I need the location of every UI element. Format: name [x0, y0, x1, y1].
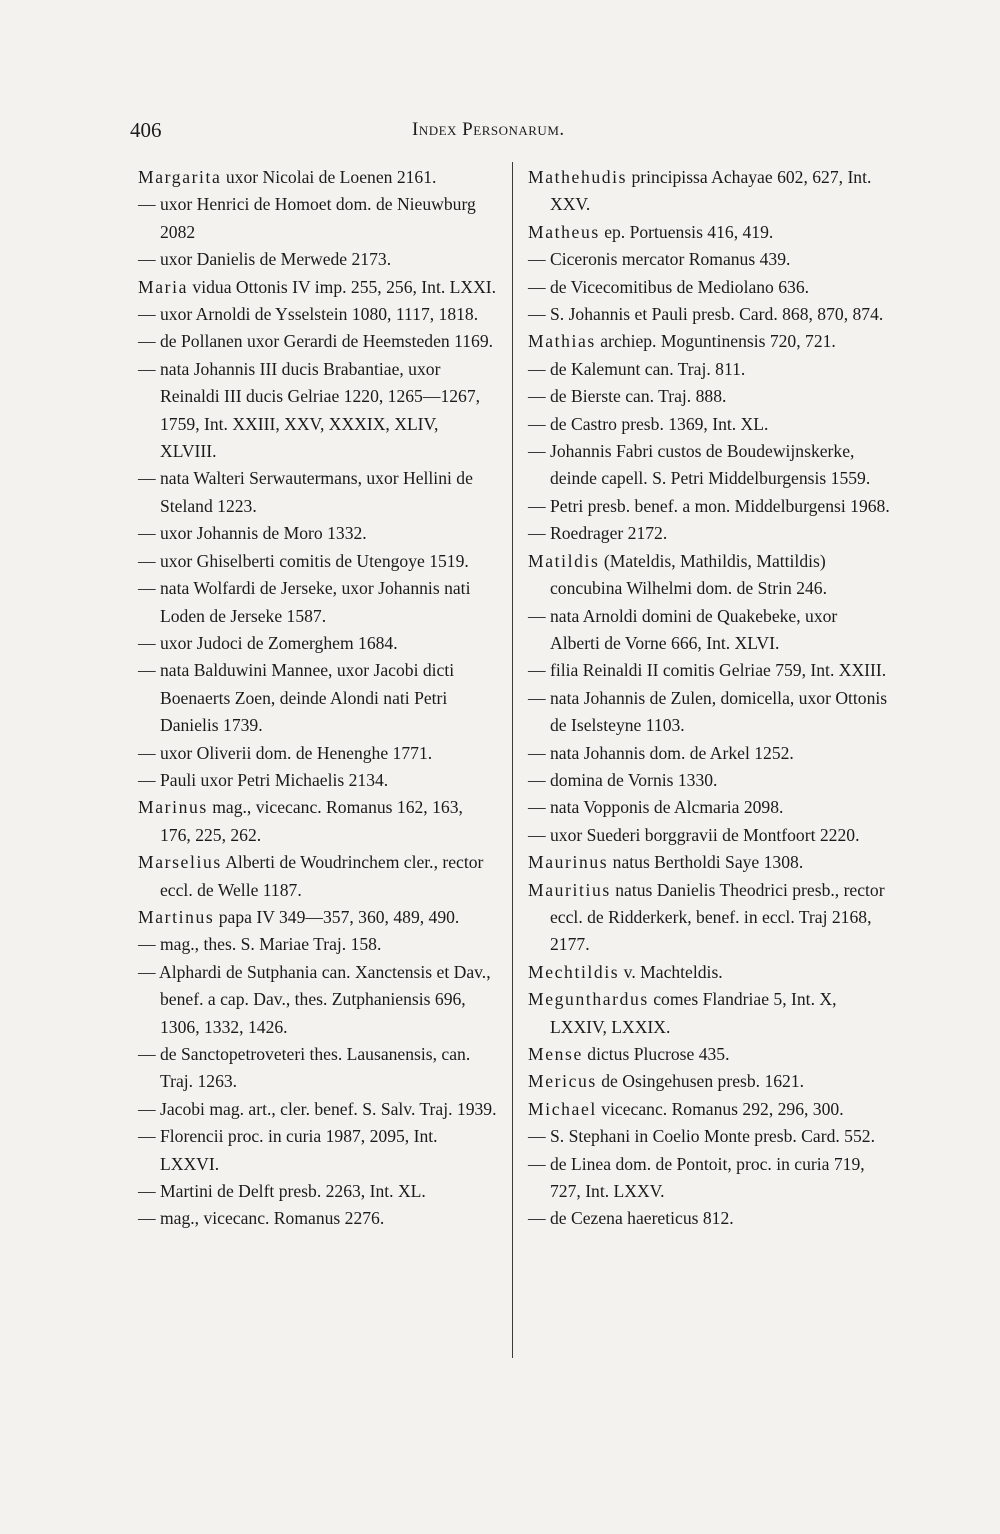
left-column — [138, 164, 498, 1233]
entry-text: — nata Balduwini Mannee, uxor Jacobi dicti Boenaerts Zoen, deinde Alondi nati Petri Danielis 1739. — [138, 660, 455, 736]
entry-text: — Florencii proc. in curia 1987, 2095, Int. LXXVI. — [138, 1126, 438, 1174]
entry-text: — mag., vicecanc. Romanus 2276. — [138, 1208, 385, 1229]
entry-text: — de Cezena haereticus 812. — [528, 1208, 734, 1229]
index-entry — [138, 959, 498, 1041]
entry-text: ep. Portuensis 416, 419. — [599, 221, 774, 242]
entry-text: — Johannis Fabri custos de Boudewijnskerke, deinde capell. S. Petri Middelburgensis 1559. — [528, 441, 871, 489]
index-entry — [138, 1041, 498, 1096]
entry-text: — uxor Johannis de Moro 1332. — [138, 523, 367, 544]
index-entry — [528, 986, 890, 1041]
index-entry — [528, 877, 890, 959]
entry-text: vicecanc. Romanus 292, 296, 300. — [596, 1098, 844, 1119]
index-entry — [138, 931, 498, 958]
entry-text: — uxor Oliverii dom. de Henenghe 1771. — [138, 742, 433, 763]
entry-text: — uxor Ghiselberti comitis de Utengoye 1519. — [138, 550, 469, 571]
index-entry — [138, 740, 498, 767]
entry-text: — uxor Henrici de Homoet dom. de Nieuwburg 2082 — [138, 194, 476, 242]
index-entry — [138, 849, 498, 904]
index-entry — [528, 657, 890, 684]
entry-text: — uxor Arnoldi de Ysselstein 1080, 1117, 1818. — [138, 304, 479, 325]
index-entry — [138, 1123, 498, 1178]
index-entry — [528, 520, 890, 547]
index-entry — [138, 767, 498, 794]
entry-text: — de Sanctopetroveteri thes. Lausanensis, can. Traj. 1263. — [138, 1044, 471, 1092]
entry-text: de Osingehusen presb. 1621. — [596, 1071, 805, 1092]
entry-text: mag., vicecanc. Romanus 162, 163, 176, 225, 262. — [160, 797, 463, 845]
entry-text: — de Pollanen uxor Gerardi de Heemsteden 1169. — [138, 331, 494, 352]
index-entry — [528, 1123, 890, 1150]
entry-text: — nata Walteri Serwautermans, uxor Hellini de Steland 1223. — [138, 468, 473, 516]
entry-text: (Mateldis, Mathildis, Mattildis) concubina Wilhelmi dom. de Strin 246. — [550, 550, 828, 599]
index-entry — [138, 301, 498, 328]
entry-text: — nata Arnoldi domini de Quakebeke, uxor Alberti de Vorne 666, Int. XLVI. — [528, 605, 838, 653]
entry-text: — de Castro presb. 1369, Int. XL. — [528, 413, 769, 434]
index-entry — [138, 1096, 498, 1123]
entry-headword: Maria — [138, 276, 189, 297]
index-entry — [138, 630, 498, 657]
entry-headword: Mauritius — [528, 879, 611, 900]
entry-text: uxor Nicolai de Loenen 2161. — [221, 167, 437, 187]
index-entry — [138, 520, 498, 547]
entry-text: — nata Johannis dom. de Arkel 1252. — [528, 742, 794, 763]
index-entry — [528, 164, 890, 219]
index-entry — [528, 849, 890, 876]
index-entry — [138, 191, 498, 246]
index-entry — [138, 904, 498, 931]
index-entry — [138, 794, 498, 849]
entry-text: — de Kalemunt can. Traj. 811. — [528, 358, 746, 379]
entry-text: — uxor Danielis de Merwede 2173. — [138, 249, 392, 270]
entry-text: — S. Johannis et Pauli presb. Card. 868, 870, 874. — [528, 304, 884, 325]
entry-text: comes Flandriae 5, Int. X, LXXIV, LXXIX. — [550, 989, 837, 1037]
index-entry — [138, 1205, 498, 1232]
index-entry — [138, 548, 498, 575]
entry-text: — Petri presb. benef. a mon. Middelburgensi 1968. — [528, 495, 890, 516]
index-entry — [138, 274, 498, 301]
index-entry — [138, 465, 498, 520]
index-entry — [528, 246, 890, 273]
index-entry — [528, 356, 890, 383]
index-entry — [528, 301, 890, 328]
entry-text: principissa Achayae 602, 627, Int. XXV. — [550, 167, 872, 215]
entry-headword: Mathias — [528, 331, 596, 352]
entry-text: — uxor Suederi borggravii de Montfoort 2220. — [528, 824, 860, 845]
entry-headword: Marselius — [138, 852, 222, 873]
entry-text: — nata Vopponis de Alcmaria 2098. — [528, 797, 784, 818]
index-entry — [528, 767, 890, 794]
entry-headword: Marinus — [138, 797, 208, 818]
entry-headword: Mathehudis — [528, 167, 628, 187]
entry-text: Alberti de Woudrinchem cler., rector eccl. de Welle 1187. — [160, 852, 484, 900]
index-entry — [528, 794, 890, 821]
entry-headword: Matildis — [528, 550, 600, 571]
index-entry — [528, 274, 890, 301]
entry-text: — Pauli uxor Petri Michaelis 2134. — [138, 769, 389, 790]
entry-text: natus Bertholdi Saye 1308. — [608, 852, 804, 873]
column-divider — [512, 162, 513, 1358]
index-entry — [138, 356, 498, 466]
entry-text: — mag., thes. S. Mariae Traj. 158. — [138, 934, 382, 955]
entry-headword: Margarita — [138, 167, 222, 187]
entry-headword: Matheus — [528, 221, 600, 242]
entry-text: — Ciceronis mercator Romanus 439. — [528, 249, 791, 270]
index-entry — [528, 411, 890, 438]
index-entry — [528, 493, 890, 520]
index-entry — [528, 328, 890, 355]
index-entry — [528, 685, 890, 740]
index-entry — [138, 575, 498, 630]
index-entry — [528, 822, 890, 849]
index-entry — [138, 1178, 498, 1205]
entry-headword: Mechtildis — [528, 961, 620, 982]
entry-text: — de Vicecomitibus de Mediolano 636. — [528, 276, 810, 297]
entry-text: — nata Johannis III ducis Brabantiae, uxor Reinaldi III ducis Gelriae 1220, 1265—1267, 1759, Int. XXIII, XXV, XXXIX, XLIV, XLVIII. — [138, 358, 481, 462]
right-column — [528, 164, 890, 1233]
index-entry — [528, 603, 890, 658]
index-entry — [528, 438, 890, 493]
entry-headword: Michael — [528, 1098, 597, 1119]
entry-headword: Martinus — [138, 906, 215, 927]
entry-text: natus Danielis Theodrici presb., rector eccl. de Ridderkerk, benef. in eccl. Traj 2168, 2177. — [550, 879, 885, 955]
entry-text: — nata Wolfardi de Jerseke, uxor Johannis nati Loden de Jerseke 1587. — [138, 578, 471, 626]
entry-text: archiep. Moguntinensis 720, 721. — [595, 331, 836, 352]
entry-headword: Maurinus — [528, 852, 609, 873]
entry-text: dictus Plucrose 435. — [582, 1044, 730, 1064]
entry-text: vidua Ottonis IV imp. 255, 256, Int. LXXI. — [188, 276, 497, 297]
entry-text: papa IV 349—357, 360, 489, 490. — [214, 906, 460, 927]
index-entry — [528, 1151, 890, 1206]
index-entry — [528, 1068, 890, 1095]
entry-headword: Mericus — [528, 1071, 597, 1092]
index-entry — [528, 1205, 890, 1232]
running-title: Index Personarum. — [412, 119, 565, 140]
entry-headword: Megunthardus — [528, 989, 649, 1010]
page-header — [130, 118, 890, 148]
index-entry — [138, 164, 498, 191]
entry-text: — nata Johannis de Zulen, domicella, uxor Ottonis de Iselsteyne 1103. — [528, 687, 888, 736]
index-entry — [528, 740, 890, 767]
entry-text: — Martini de Delft presb. 2263, Int. XL. — [138, 1181, 426, 1202]
entry-text: — Jacobi mag. art., cler. benef. S. Salv. Traj. 1939. — [138, 1098, 497, 1119]
entry-text: — S. Stephani in Coelio Monte presb. Card. 552. — [528, 1126, 875, 1147]
index-entry — [528, 383, 890, 410]
entry-text: — de Bierste can. Traj. 888. — [528, 386, 727, 407]
page-number: 406 — [130, 118, 162, 142]
entry-headword: Mense — [528, 1044, 583, 1064]
entry-text: — Alphardi de Sutphania can. Xanctensis et Dav., benef. a cap. Dav., thes. Zutphaniensis 696, 1306, 1332, 1426. — [138, 961, 491, 1037]
entry-text: v. Machteldis. — [619, 961, 723, 982]
index-entry — [138, 328, 498, 355]
index-entry — [528, 548, 890, 603]
index-entry — [528, 1096, 890, 1123]
index-entry — [528, 1041, 890, 1068]
index-entry — [138, 246, 498, 273]
entry-text: — uxor Judoci de Zomerghem 1684. — [138, 632, 398, 653]
index-entry — [528, 219, 890, 246]
entry-text: — Roedrager 2172. — [528, 523, 668, 544]
index-entry — [138, 657, 498, 739]
entry-text: — de Linea dom. de Pontoit, proc. in curia 719, 727, Int. LXXV. — [528, 1153, 865, 1202]
index-entry — [528, 959, 890, 986]
entry-text: — filia Reinaldi II comitis Gelriae 759, Int. XXIII. — [528, 660, 887, 681]
entry-text: — domina de Vornis 1330. — [528, 769, 718, 790]
